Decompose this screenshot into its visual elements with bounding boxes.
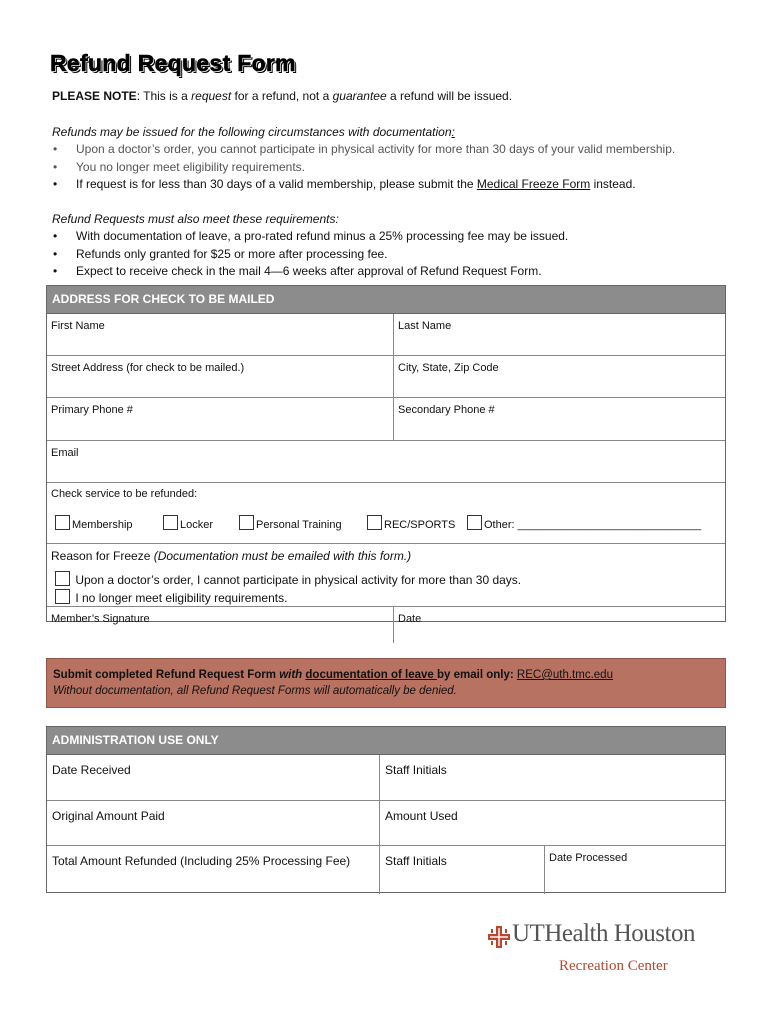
circumstances-section	[52, 124, 742, 194]
requirements-intro: Refund Requests must also meet these requirements:	[52, 212, 339, 226]
list-item	[52, 176, 742, 194]
logo-name: UTHealth Houston	[512, 920, 695, 947]
reason-option-label: Upon a doctor’s order, I cannot participate in physical activity for more than 30 days.	[75, 573, 522, 587]
checkbox[interactable]	[467, 515, 482, 530]
service-option-label: Locker	[180, 519, 214, 531]
admin-row	[47, 755, 725, 801]
address-section	[46, 285, 726, 625]
reason-note: (Documentation must be emailed with this form.)	[153, 549, 412, 563]
last-name-label: Last Name	[398, 320, 452, 332]
admin-row	[47, 801, 725, 846]
submit-emphasis: with	[279, 669, 303, 681]
note-text: for a refund, not a	[231, 89, 333, 103]
note-text: a refund will be issued.	[386, 89, 513, 103]
documentation-link[interactable]: documentation of leave	[305, 669, 438, 681]
original-amount-label: Original Amount Paid	[52, 809, 165, 823]
address-header: ADDRESS FOR CHECK TO BE MAILED	[47, 286, 725, 314]
street-address-label: Street Address (for check to be mailed.)	[51, 362, 245, 374]
note-text: : This is a	[136, 89, 192, 103]
city-state-zip-label: City, State, Zip Code	[398, 362, 499, 374]
last-name-field[interactable]	[393, 314, 725, 355]
uthealth-logo	[488, 920, 728, 980]
email-label: Email	[51, 447, 79, 459]
service-label: Check service to be refunded:	[51, 488, 198, 500]
signature-row	[47, 607, 725, 643]
primary-phone-field[interactable]	[47, 398, 393, 440]
staff-initials-label: Staff Initials	[385, 854, 447, 868]
service-option-locker[interactable]	[163, 515, 213, 531]
original-amount-field[interactable]	[47, 801, 379, 845]
list-item: • Upon a doctor’s order, you cannot participate in physical activity for more than 30 days of your valid membership.	[52, 141, 742, 159]
logo-subtitle: Recreation Center	[559, 958, 668, 974]
note-emphasis: request	[191, 89, 232, 103]
uthealth-cross-icon	[488, 926, 510, 948]
email-link[interactable]: REC@uth.tmc.edu	[516, 669, 613, 681]
circumstances-intro-text: Refunds may be issued for the following circumstances with documentation	[52, 125, 452, 139]
date-received-field[interactable]	[47, 755, 379, 800]
list-item: • Expect to receive check in the mail 4—6 weeks after approval of Refund Request Form.	[52, 263, 742, 281]
checkbox[interactable]	[163, 515, 178, 530]
service-option-rec-sports[interactable]	[367, 515, 455, 531]
service-option-label: Other:	[484, 519, 515, 531]
list-item: • Refunds only granted for $25 or more after processing fee.	[52, 246, 742, 264]
list-item-text: instead.	[590, 177, 636, 191]
street-address-field[interactable]	[47, 356, 393, 397]
service-option-personal-training[interactable]	[239, 515, 342, 531]
first-name-label: First Name	[51, 320, 105, 332]
please-note	[52, 88, 732, 105]
admin-section	[46, 726, 726, 893]
staff-initials-2-field[interactable]	[379, 846, 544, 894]
signature-label: Member’s Signature	[51, 613, 150, 625]
submit-text: Submit completed Refund Request Form	[53, 669, 280, 681]
submit-notice	[46, 658, 726, 708]
list-item: • With documentation of leave, a pro-rated refund minus a 25% processing fee may be issued.	[52, 228, 742, 246]
staff-initials-label: Staff Initials	[385, 763, 447, 777]
primary-phone-label: Primary Phone #	[51, 404, 133, 416]
other-blank-line[interactable]: ______________________________	[517, 519, 702, 531]
note-emphasis: guarantee	[332, 89, 387, 103]
checkbox[interactable]	[55, 515, 70, 530]
secondary-phone-label: Secondary Phone #	[398, 404, 495, 416]
circumstances-intro	[52, 124, 742, 141]
secondary-phone-field[interactable]	[393, 398, 725, 440]
email-row	[47, 441, 725, 483]
service-option-label: Personal Training	[256, 519, 342, 531]
date-label: Date	[398, 613, 422, 625]
date-field[interactable]	[393, 607, 725, 643]
submit-line-1	[53, 667, 719, 683]
total-refunded-field[interactable]	[47, 846, 379, 894]
reason-option-label: I no longer meet eligibility requirements.	[75, 591, 288, 605]
total-refunded-label: Total Amount Refunded (Including 25% Processing Fee)	[52, 854, 351, 868]
date-processed-field[interactable]	[544, 846, 725, 894]
date-processed-label: Date Processed	[549, 852, 628, 864]
staff-initials-field[interactable]	[379, 755, 725, 800]
reason-cell	[47, 544, 725, 606]
submit-line-2: Without documentation, all Refund Request Forms will automatically be denied.	[53, 685, 457, 697]
reason-row	[47, 544, 725, 607]
circumstances-intro-colon: :	[451, 125, 455, 139]
checkbox[interactable]	[55, 571, 70, 586]
note-label: PLEASE NOTE	[52, 89, 137, 103]
submit-text: by email only:	[437, 669, 517, 681]
checkbox[interactable]	[55, 589, 70, 604]
list-item-text: If request is for less than 30 days of a valid membership, please submit the	[76, 177, 477, 191]
service-cell	[47, 483, 725, 543]
first-name-field[interactable]	[47, 314, 393, 355]
service-option-membership[interactable]	[55, 515, 133, 531]
amount-used-field[interactable]	[379, 801, 725, 845]
street-row	[47, 356, 725, 398]
reason-option-eligibility[interactable]	[51, 589, 721, 607]
name-row	[47, 314, 725, 356]
phone-row	[47, 398, 725, 441]
checkbox[interactable]	[239, 515, 254, 530]
requirements-section	[52, 211, 742, 281]
list-item: • You no longer meet eligibility requirements.	[52, 159, 742, 177]
admin-row	[47, 846, 725, 894]
medical-freeze-form-link[interactable]: Medical Freeze Form	[476, 177, 591, 191]
service-option-label: REC/SPORTS	[384, 519, 456, 531]
email-field[interactable]	[47, 441, 725, 482]
signature-field[interactable]	[47, 607, 393, 643]
city-state-zip-field[interactable]	[393, 356, 725, 397]
reason-heading	[51, 548, 721, 565]
checkbox[interactable]	[367, 515, 382, 530]
service-option-label: Membership	[72, 519, 133, 531]
service-row	[47, 483, 725, 544]
reason-label: Reason for Freeze	[51, 549, 154, 563]
page-title: Refund Request Form	[50, 50, 296, 76]
date-received-label: Date Received	[52, 763, 131, 777]
service-option-other[interactable]	[467, 515, 701, 531]
admin-header: ADMINISTRATION USE ONLY	[47, 727, 725, 755]
reason-option-doctor[interactable]	[51, 571, 721, 589]
amount-used-label: Amount Used	[385, 809, 458, 823]
